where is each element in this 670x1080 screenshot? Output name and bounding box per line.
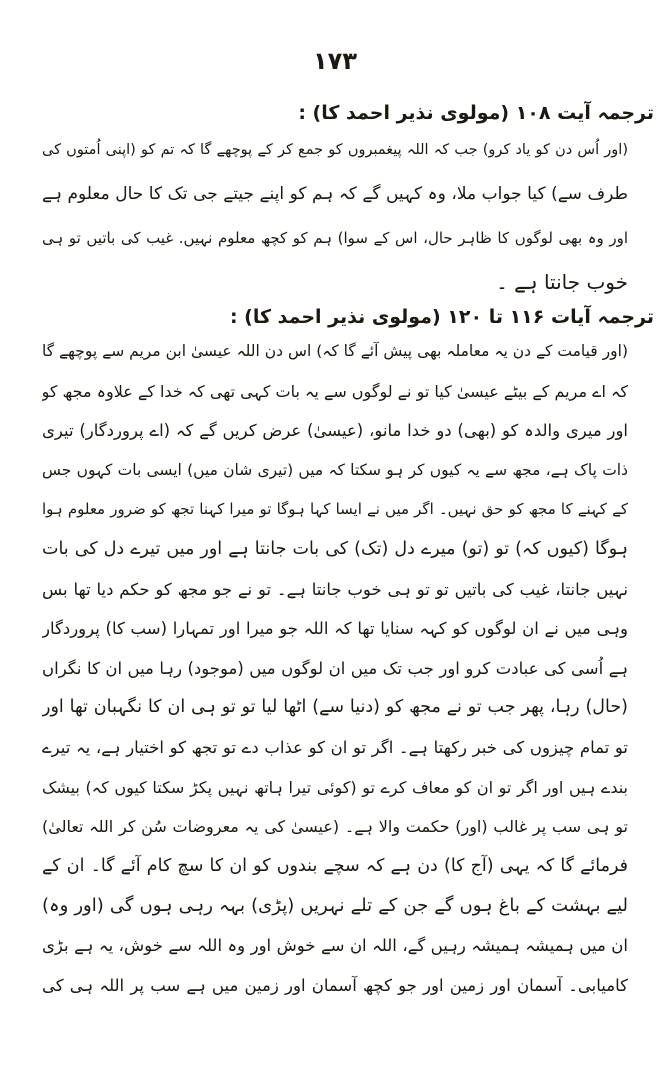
paragraph-translation-116-120 bbox=[42, 332, 628, 1005]
text-line: کے کہنے کا مجھ کو حق نہیں۔ اگر میں نے ایسا کہا ہوگا تو میرا کہنا تجھ کو ضرور معلوم ہوا bbox=[42, 500, 628, 519]
paragraph-translation-108 bbox=[42, 128, 628, 304]
text-line: لیے بہشت کے باغ ہوں گے جن کے تلے نہریں (پڑی) بہہ رہی ہوں گی (اور وہ) bbox=[42, 895, 628, 917]
text-line: کامیابی۔ آسمان اور زمین اور جو کچھ آسمان اور زمین میں ہے سب پر اللہ ہی کی bbox=[42, 975, 628, 995]
text-line: تو تمام چیزوں کی خبر رکھتا ہے۔ اگر تو ان کو عذاب دے تو تجھ کو اختیار ہے، یہ تیرے bbox=[42, 737, 628, 757]
text-line: (حال) رہا، پھر جب تو نے مجھ کو (دنیا سے) اٹھا لیا تو تو ہی ان کا نگہبان تھا اور bbox=[42, 697, 628, 718]
text-line: (اور اُس دن کو یاد کرو) جب کہ اللہ پیغمبروں کو جمع کر کے پوچھے گا کہ تم کو (اپنی اُمتوں کی bbox=[42, 142, 628, 158]
text-line: نہیں جانتا، غیب کی باتیں تو تو ہی خوب جانتا ہے۔ تو نے جو مجھ کو حکم دیا تھا بس bbox=[42, 579, 628, 599]
text-line: ہوگا (کیوں کہ) تو (تو) میرے دل (تک) کی بات جانتا ہے اور میں تیرے دل کی بات bbox=[42, 538, 628, 559]
text-line: ہے اُسی کی عبادت کرو اور جب تک میں ان لوگوں میں (موجود) رہا میں ان کا نگراں bbox=[42, 658, 628, 678]
text-line: ان میں ہمیشہ ہمیشہ رہیں گے، اللہ ان سے خوش اور وہ اللہ سے خوش، یہ ہے بڑی bbox=[42, 935, 628, 955]
text-line: وہی میں نے ان لوگوں کو کہہ سنایا تھا کہ اللہ جو میرا اور تمہارا (سب کا) پروردگار bbox=[42, 619, 628, 639]
text-line: اور وہ بھی لوگوں کا ظاہر حال، اس کے سوا) ہم کو کچھ معلوم نہیں. غیب کی باتیں تو ہی bbox=[42, 229, 628, 247]
text-line: تو ہی سب پر غالب (اور) حکمت والا ہے۔ (عیسیٰ کی یہ معروضات سُن کر اللہ تعالیٰ) bbox=[42, 817, 628, 837]
section-heading-verses-116-120: ترجمہ آیات ۱۱۶ تا ۱۲۰ (مولوی نذیر احمد کا) : bbox=[229, 306, 654, 328]
text-line: طرف سے) کیا جواب ملا، وہ کہیں گے کہ ہم کو اپنے جیتے جی تک کا حال معلوم ہے bbox=[42, 184, 628, 204]
text-line: فرمائے گا کہ یہی (آج کا) دن ہے کہ سچے بندوں کو ان کا سچ کام آئے گا۔ ان کے bbox=[42, 855, 628, 876]
text-line: کہ اے مریم کے بیٹے عیسیٰ کیا تو نے لوگوں سے یہ بات کہی تھی کہ خدا کے علاوہ مجھ کو bbox=[42, 381, 628, 401]
text-line: (اور قیامت کے دن یہ معاملہ بھی پیش آئے گا کہ) اس دن اللہ عیسیٰ ابن مریم سے پوچھے گا bbox=[42, 342, 628, 360]
text-line: ذات پاک ہے، مجھ سے یہ کیوں کر ہو سکتا کہ میں (تیری شان میں) ایسی بات کہوں جس bbox=[42, 460, 628, 479]
text-line: اور میری والدہ کو (بھی) دو خدا مانو، (عیسیٰ) عرض کریں گے کہ (اے پروردگار) تیری bbox=[42, 421, 628, 441]
text-line: بندے ہیں اور اگر تو ان کو معاف کرے تو (کوئی تیرا ہاتھ نہیں پکڑ سکتا کیوں کہ) بیشک bbox=[42, 777, 628, 797]
section-heading-verse-108: ترجمہ آیت ۱۰۸ (مولوی نذیر احمد کا) : bbox=[298, 102, 654, 124]
text-line: خوب جانتا ہے ۔ bbox=[496, 270, 628, 294]
page-number: ۱۷۳ bbox=[313, 47, 357, 75]
